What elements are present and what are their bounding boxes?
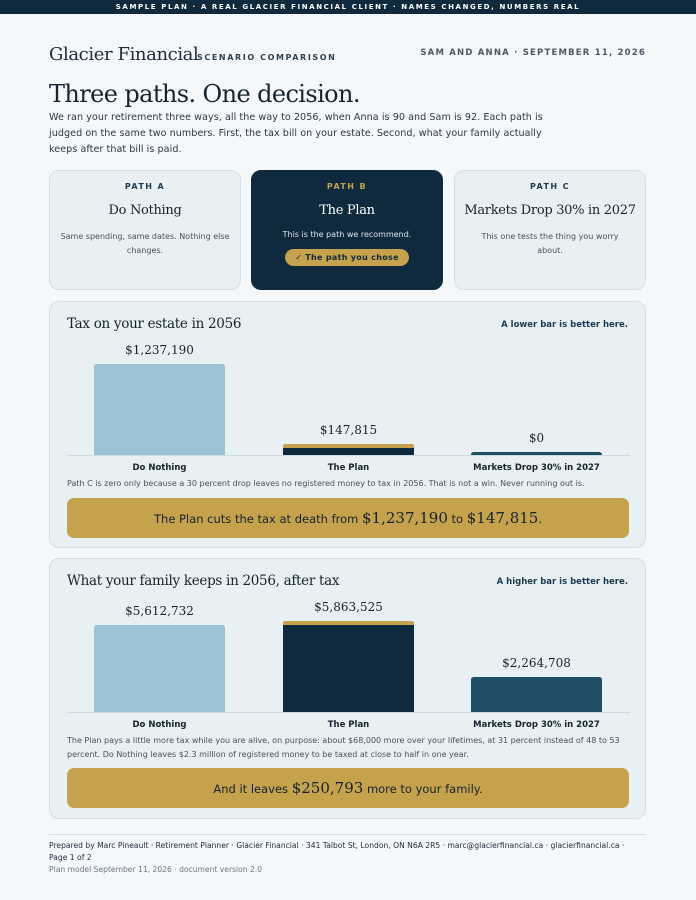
path-description: Same spending, same dates. Nothing else changes.: [60, 232, 230, 255]
callout-amount: $1,237,190: [362, 509, 448, 527]
footer: [49, 840, 649, 876]
tax-panel: [49, 301, 646, 548]
bar-2: [471, 431, 602, 473]
footer-contact: Prepared by Marc Pineault · Retirement Planner · Glacier Financial · 341 Talbot St, London, ON N6A 2R5 · marc@glacierfinancial.ca · glacierfinancial.ca ·: [49, 841, 625, 850]
bar-rect: [94, 364, 225, 455]
chosen-path-badge: ✓ The path you chose: [285, 249, 409, 266]
path-card-b: [251, 170, 443, 290]
path-code: PATH A: [124, 182, 166, 191]
document-subtitle: SCENARIO COMPARISON: [197, 53, 337, 62]
bar-rect: [471, 677, 602, 712]
bar-category-label: Do Nothing: [132, 720, 187, 730]
bar-value-label: $0: [528, 431, 545, 445]
path-name: The Plan: [319, 203, 375, 218]
bar-0: [94, 343, 225, 473]
bar-category-label: The Plan: [327, 720, 370, 730]
path-card-a: [49, 170, 241, 290]
footer-version: Plan model September 11, 2026 · document version 2.0: [49, 865, 263, 874]
brand-name: Glacier Financial: [49, 44, 199, 65]
page-title: Three paths. One decision.: [49, 80, 360, 108]
path-code: PATH C: [530, 182, 570, 191]
path-code: PATH B: [326, 182, 368, 191]
callout-text: .: [538, 512, 542, 526]
keep-panel-title: What your family keeps in 2056, after tax: [67, 573, 340, 589]
path-card-c: [454, 170, 646, 290]
bar-rect: [471, 452, 602, 455]
path-name: Do Nothing: [108, 203, 182, 218]
bar-value-label: $1,237,190: [125, 343, 194, 357]
bar-highlight-cap: [283, 444, 414, 448]
bar-rect: [283, 621, 414, 712]
bar-rect: [94, 625, 225, 712]
keep-panel-note: The Plan pays a little more tax while you are alive, on purpose: about $68,000 more over your lifetimes, at 31 percent instead of 48 to 53 percent. Do Nothing leaves $2.3 million of registered money to be taxed at close to half in one year.: [67, 736, 620, 759]
keep-panel: [49, 558, 646, 819]
callout-text: The Plan cuts the tax at death from: [154, 512, 359, 526]
callout-amount: $147,815: [466, 509, 539, 527]
bar-category-label: The Plan: [327, 463, 370, 473]
keep-callout: [67, 768, 629, 808]
bar-value-label: $147,815: [319, 423, 378, 437]
tax-panel-note: Path C is zero only because a 30 percent drop leaves no registered money to tax in 2056. That is not a win. Never running out is.: [67, 479, 585, 488]
path-description: This one tests the thing you worry about.: [481, 232, 619, 255]
bar-1: [283, 600, 414, 730]
bar-category-label: Markets Drop 30% in 2027: [473, 463, 600, 473]
sample-banner: SAMPLE PLAN · A REAL GLACIER FINANCIAL CLIENT · NAMES CHANGED, NUMBERS REAL: [0, 0, 696, 14]
tax-panel-title: Tax on your estate in 2056: [67, 316, 242, 332]
callout-amount: $250,793: [291, 779, 364, 797]
path-description: This is the path we recommend.: [282, 230, 412, 239]
callout-text: more to your family.: [366, 782, 483, 796]
tax-panel-hint: A lower bar is better here.: [501, 320, 628, 330]
callout-text: to: [451, 512, 464, 526]
keep-panel-hint: A higher bar is better here.: [496, 577, 628, 587]
tax-callout: [67, 498, 629, 538]
footer-page: Page 1 of 2: [49, 853, 92, 862]
client-line: SAM AND ANNA · SEPTEMBER 11, 2026: [420, 48, 646, 58]
bar-category-label: Do Nothing: [132, 463, 187, 473]
bar-value-label: $2,264,708: [502, 656, 571, 670]
bar-0: [94, 604, 225, 730]
callout-text: And it leaves: [213, 782, 289, 796]
bar-value-label: $5,863,525: [314, 600, 383, 614]
path-name: Markets Drop 30% in 2027: [464, 203, 636, 218]
bar-highlight-cap: [283, 621, 414, 625]
bar-2: [471, 656, 602, 730]
bar-value-label: $5,612,732: [125, 604, 194, 618]
footer-divider: [49, 834, 646, 835]
bar-category-label: Markets Drop 30% in 2027: [473, 720, 600, 730]
intro-paragraph: We ran your retirement three ways, all the way to 2056, when Anna is 90 and Sam is 92. Each path is judged on the same two numbers. First, the tax bill on your estate. Second, what your family actually keeps after that bill is paid.: [49, 112, 543, 155]
bar-1: [283, 423, 414, 473]
